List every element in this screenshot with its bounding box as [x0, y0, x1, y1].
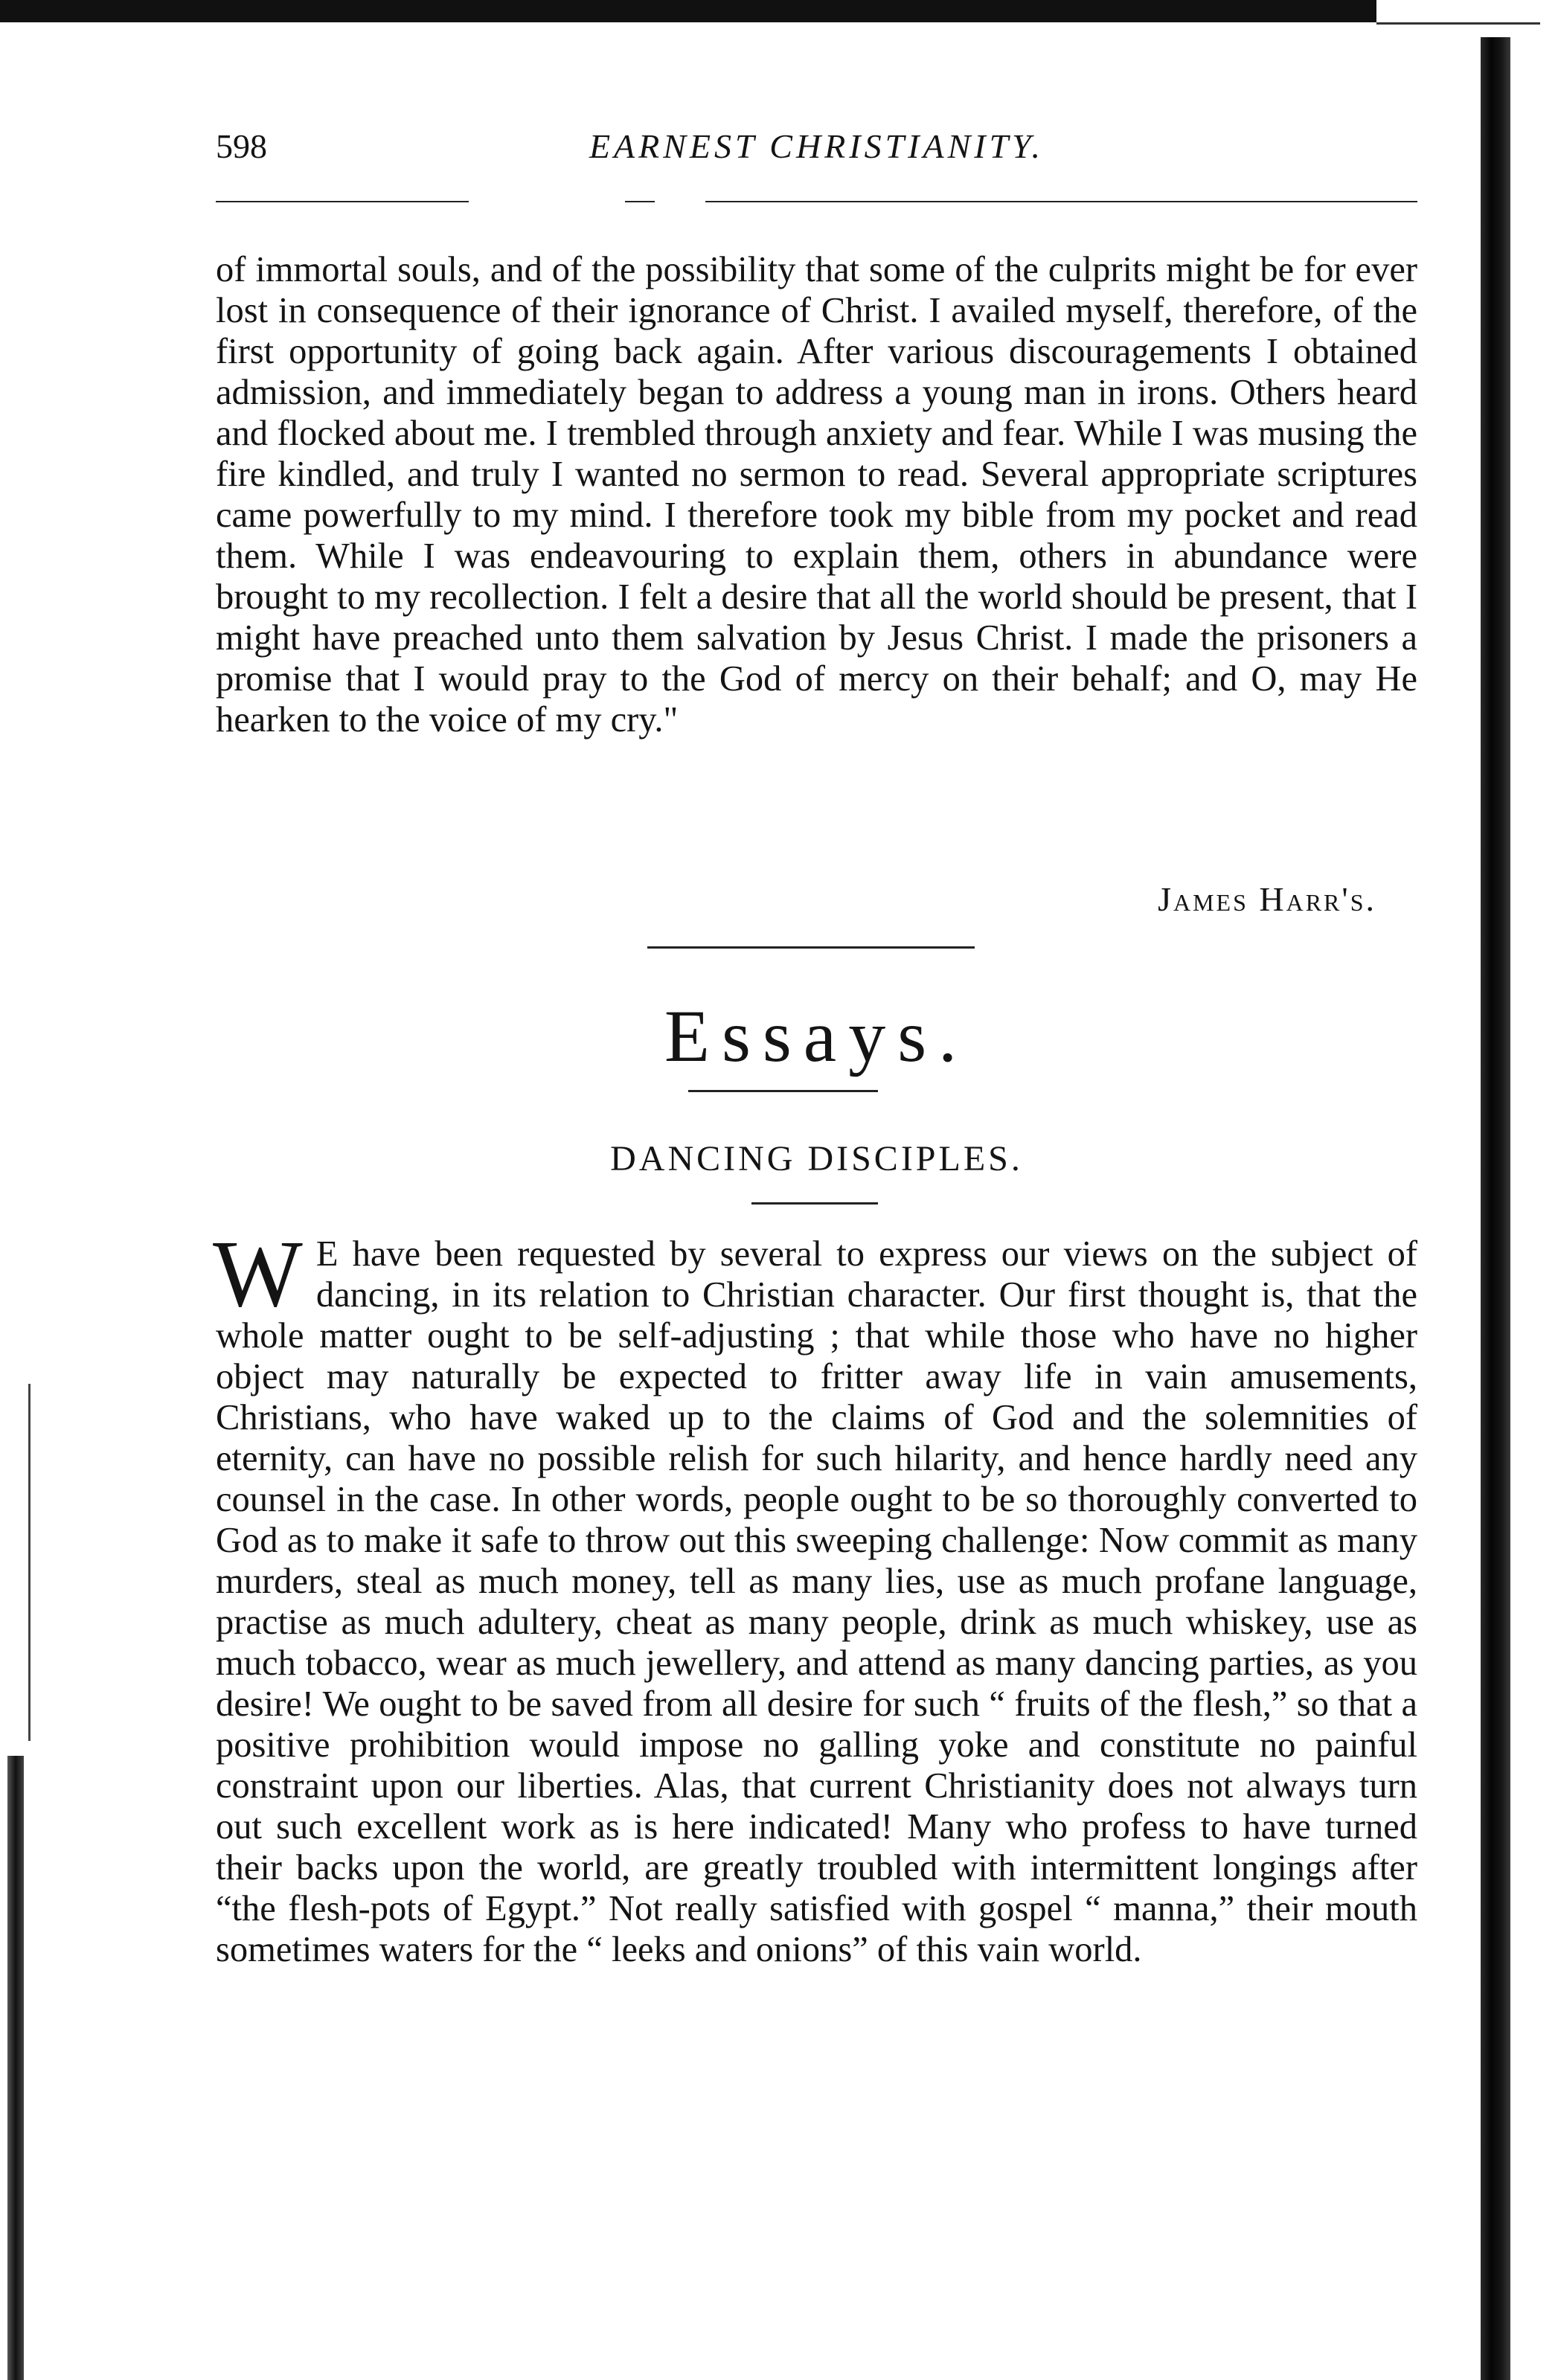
running-title: EARNEST CHRISTIANITY.: [589, 127, 1045, 165]
title-rule: [751, 1202, 878, 1205]
page-top-edge-line: [1376, 22, 1540, 25]
intro-paragraph: of immortal souls, and of the possibility that some of the culprits might be for ever lost in consequence of their ignorance of Christ. I availed myself, therefore, of the first opportunity of going back again. After various discouragements I obtained admission, and immediately began to address a young man in irons. Others heard and flocked about me. I trembled through anxiety and fear. While I was musing the fire kindled, and truly I wanted no sermon to read. Several appropriate scriptures came powerfully to my mind. I therefore took my bible from my pocket and read them. While I was endeavouring to explain them, others in abundance were brought to my recollection. I felt a desire that all the world should be present, that I might have preached unto them salvation by Jesus Christ. I made the prisoners a promise that I would pray to the God of mercy on their behalf; and O, may He hearken to the voice of my cry.": [216, 250, 1417, 740]
drop-cap: W: [213, 1221, 303, 1327]
header-rule-mid: [625, 201, 655, 202]
left-margin-mark: [28, 1384, 31, 1741]
header-rule-left: [216, 201, 469, 202]
header-rule-right: [705, 201, 1417, 202]
page-top-edge: [0, 0, 1376, 22]
heading-underline: [688, 1090, 878, 1092]
left-edge-shadow: [7, 1756, 24, 2380]
book-spine-shadow: [1481, 37, 1510, 2380]
essay-body: E have been requested by several to express our views on the subject of dancing, in its relation to Christian character. Our first thought is, that the whole matter ought to be self-adjusting ; that while those who have no higher object may naturally be expected to fritter away life in vain amusements, Christians, who have waked up to the claims of God and the solemnities of eternity, can have no possible relish for such hilarity, and hence hardly need any counsel in the case. In other words, people ought to be so thoroughly converted to God as to make it safe to throw out this sweeping challenge: Now commit as many murders, steal as much money, tell as many lies, use as much profane language, practise as much adultery, cheat as many people, drink as much whiskey, use as much tobacco, wear as much jewellery, and attend as many dancing parties, as you desire! We ought to be saved from all desire for such “ fruits of the flesh,” so that a positive prohibition would impose no galling yoke and constitute no painful constraint upon our liberties. Alas, that current Christianity does not always turn out such excellent work as is here indicated! Many who profess to have turned their backs upon the world, are greatly troubled with intermittent longings after “the flesh-pots of Egypt.” Not really satisfied with gospel “ manna,” their mouth sometimes waters for the “ leeks and onions” of this vain world.: [216, 1234, 1417, 1969]
running-head: [216, 126, 1417, 179]
section-heading: Essays.: [664, 995, 969, 1077]
essay-paragraph: [213, 1221, 1417, 1970]
page-number: 598: [216, 127, 267, 165]
section-divider: [647, 946, 975, 949]
essay-title: DANCING DISCIPLES.: [610, 1139, 1023, 1178]
signature: James Harr's.: [1158, 880, 1376, 918]
